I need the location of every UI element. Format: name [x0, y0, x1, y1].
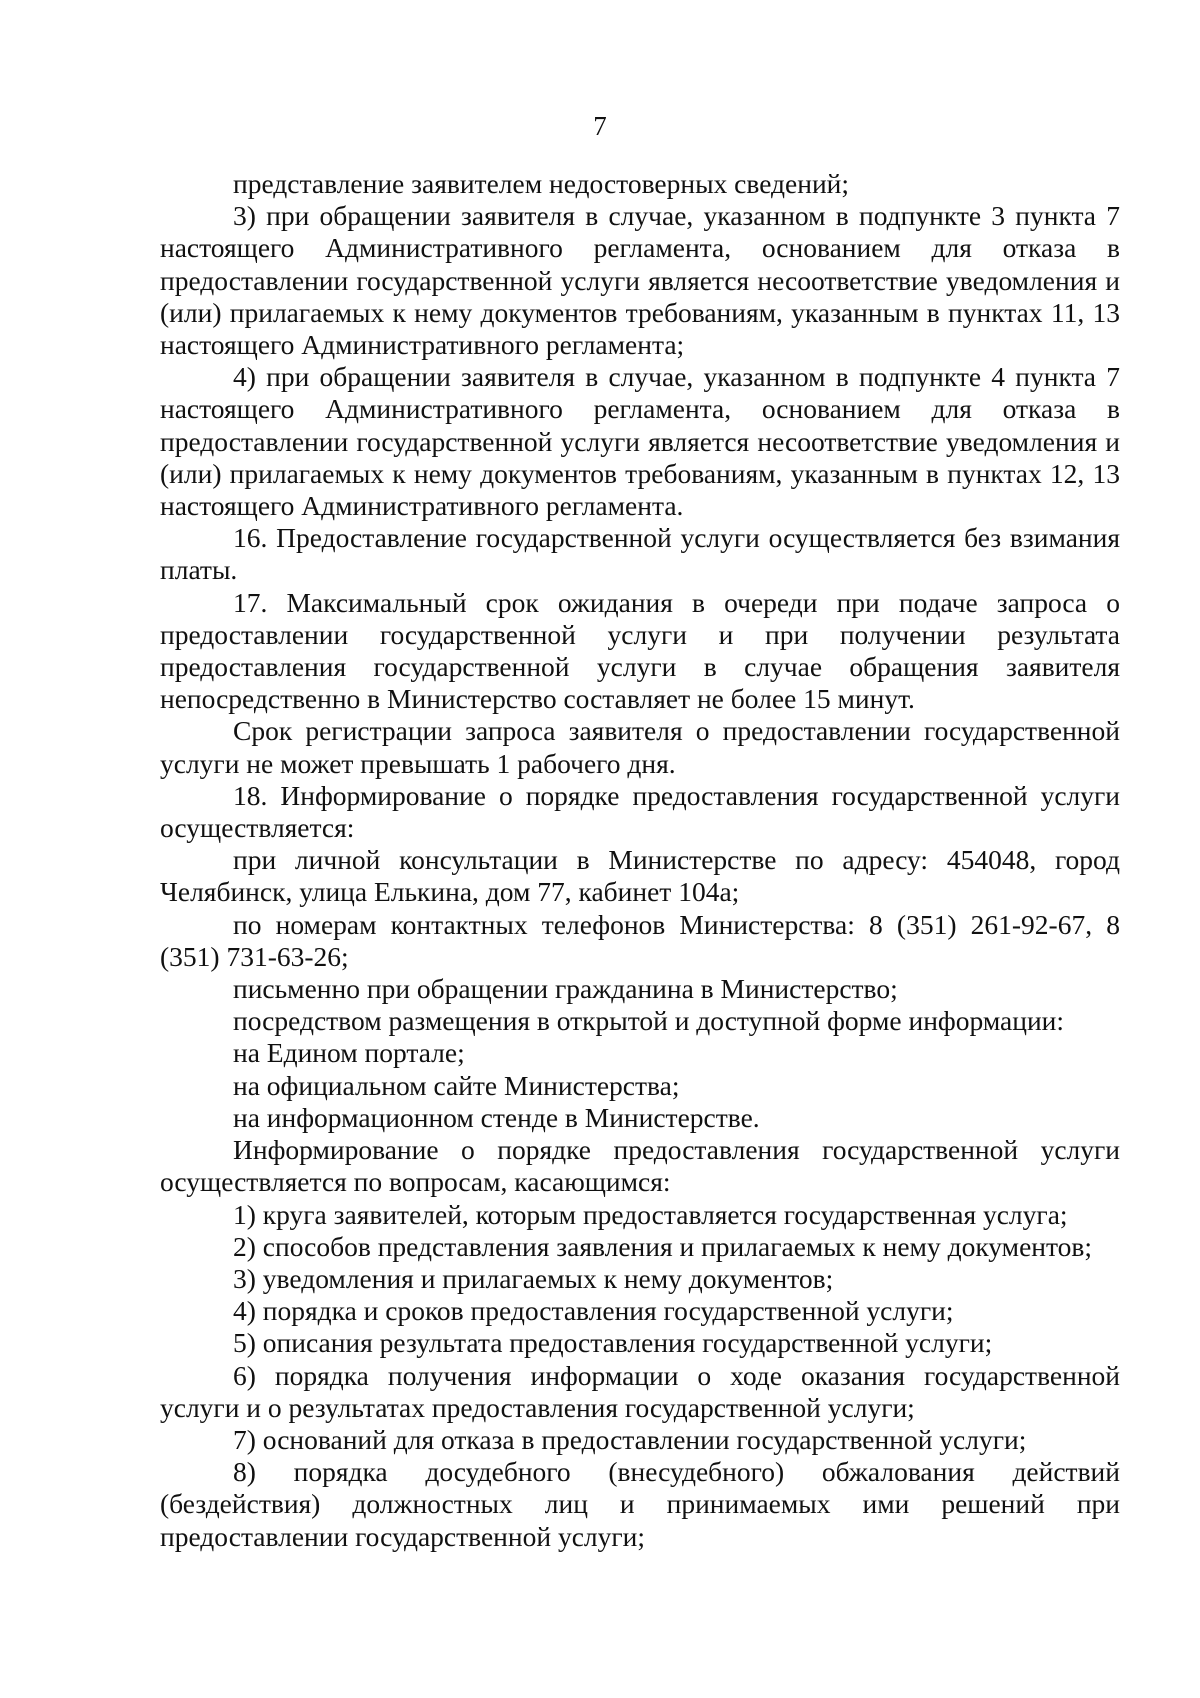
list-item-topic-7: 7) оснований для отказа в предоставлении государственной услуги;	[233, 1423, 1027, 1455]
list-item-topic-6: 6) порядка получения информации о ходе оказания государственной услуги и о результатах предоставления государственной услуги;	[160, 1359, 1120, 1423]
paragraph-public-info: посредством размещения в открытой и доступной форме информации:	[233, 1005, 1065, 1037]
paragraph-unified-portal: на Едином портале;	[233, 1037, 465, 1069]
list-item-topic-3: 3) уведомления и прилагаемых к нему документов;	[233, 1262, 834, 1294]
list-item-topic-5: 5) описания результата предоставления государственной услуги;	[233, 1327, 993, 1359]
paragraph-info-topics-intro: Информирование о порядке предоставления государственной услуги осуществляется по вопросам, касающимся:	[160, 1134, 1120, 1198]
document-body	[160, 168, 1120, 1553]
paragraph-16: 16. Предоставление государственной услуги осуществляется без взимания платы.	[160, 522, 1120, 586]
paragraph-reason-4: 4) при обращении заявителя в случае, указанном в подпункте 4 пункта 7 настоящего Административного регламента, основанием для отказа в предоставлении государственной услуги является несоответствие уведомления и (или) прилагаемых к нему документов требованиям, указанным в пунктах 12, 13 настоящего Административного регламента.	[160, 361, 1120, 522]
list-item-topic-2: 2) способов представления заявления и прилагаемых к нему документов;	[233, 1230, 1093, 1262]
page-number: 7	[593, 111, 607, 141]
paragraph-18: 18. Информирование о порядке предоставления государственной услуги осуществляется:	[160, 779, 1120, 844]
paragraph-reason-2-continuation: представление заявителем недостоверных сведений;	[233, 168, 850, 199]
paragraph-official-site: на официальном сайте Министерства;	[233, 1069, 680, 1101]
paragraph-written-request: письменно при обращении гражданина в Министерство;	[233, 973, 898, 1005]
paragraph-personal-consultation: при личной консультации в Министерстве по адресу: 454048, город Челябинск, улица Елькина, дом 77, кабинет 104а;	[160, 844, 1120, 908]
paragraph-phone-numbers: по номерам контактных телефонов Министерства: 8 (351) 261-92-67, 8 (351) 731-63-26;	[160, 908, 1120, 972]
paragraph-17: 17. Максимальный срок ожидания в очереди при подаче запроса о предоставлении государственной услуги и при получении результата предоставления государственной услуги в случае обращения заявителя непосредственно в Министерство составляет не более 15 минут.	[160, 586, 1120, 715]
list-item-topic-8: 8) порядка досудебного (внесудебного) обжалования действий (бездействия) должностных лиц и принимаемых ими решений при предоставлении государственной услуги;	[160, 1456, 1120, 1552]
list-item-topic-4: 4) порядка и сроков предоставления государственной услуги;	[233, 1295, 954, 1327]
list-item-topic-1: 1) круга заявителей, которым предоставляется государственная услуга;	[233, 1198, 1068, 1230]
paragraph-registration-term: Срок регистрации запроса заявителя о предоставлении государственной услуги не может превышать 1 рабочего дня.	[160, 715, 1120, 779]
paragraph-reason-3: 3) при обращении заявителя в случае, указанном в подпункте 3 пункта 7 настоящего Административного регламента, основанием для отказа в предоставлении государственной услуги является несоответствие уведомления и (или) прилагаемых к нему документов требованиям, указанным в пунктах 11, 13 настоящего Административного регламента;	[160, 200, 1120, 361]
paragraph-info-stand: на информационном стенде в Министерстве.	[233, 1101, 760, 1133]
